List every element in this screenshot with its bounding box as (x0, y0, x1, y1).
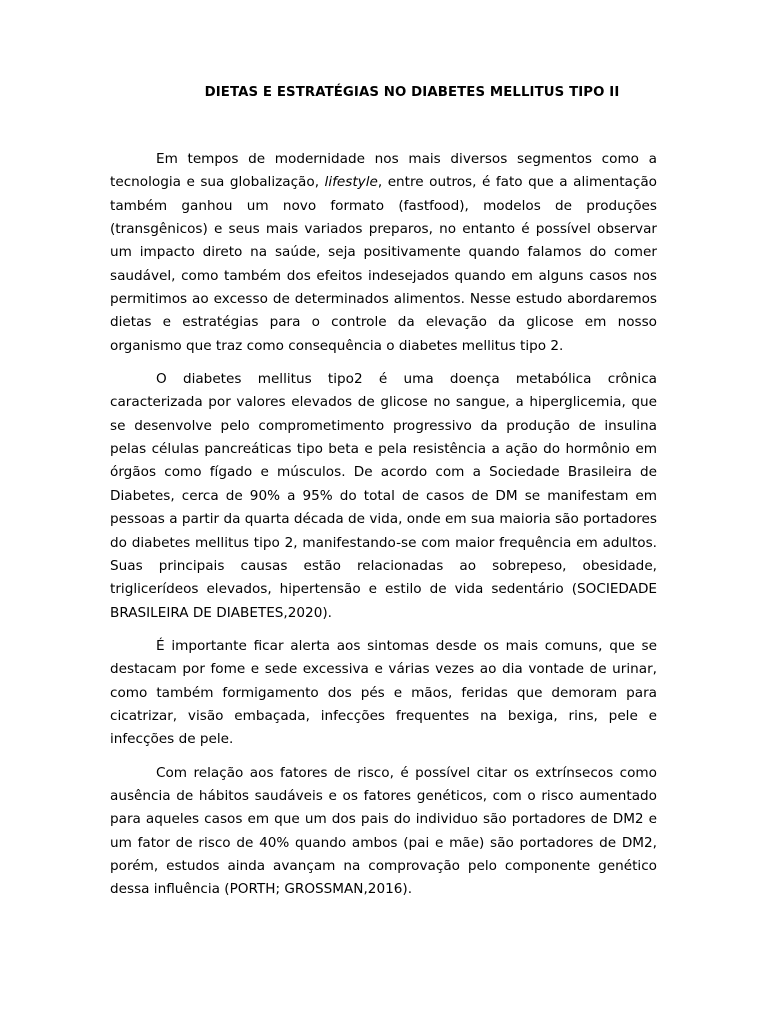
paragraph-introduction-text-end: , entre outros, é fato que a alimentação também ganhou um novo formato (fastfood), modelos de produções (transgênicos) e seus mais variados preparos, no entanto é possível observar um impacto direto na saúde, seja positivamente quando falamos do comer saudável, como também dos efeitos indesejados quando em alguns casos nos permitimos ao excesso de determinados alimentos. Nesse estudo abordaremos dietas e estratégias para o controle da elevação da glicose em nosso organismo que traz como consequência o diabetes mellitus tipo 2. (110, 174, 657, 354)
paragraph-introduction (110, 148, 657, 358)
paragraph-definition: O diabetes mellitus tipo2 é uma doença metabólica crônica caracterizada por valores elevados de glicose no sangue, a hiperglicemia, que se desenvolve pelo comprometimento progressivo da produção de insulina pelas células pancreáticas tipo beta e pela resistência a ação do hormônio em órgãos como fígado e músculos. De acordo com a Sociedade Brasileira de Diabetes, cerca de 90% a 95% do total de casos de DM se manifestam em pessoas a partir da quarta década de vida, onde em sua maioria são portadores do diabetes mellitus tipo 2, manifestando-se com maior frequência em adultos. Suas principais causas estão relacionadas ao sobrepeso, obesidade, triglicerídeos elevados, hipertensão e estilo de vida sedentário (SOCIEDADE BRASILEIRA DE DIABETES,2020). (110, 371, 657, 621)
paragraph-risk-factors: Com relação aos fatores de risco, é possível citar os extrínsecos como ausência de hábitos saudáveis e os fatores genéticos, com o risco aumentado para aqueles casos em que um dos pais do individuo são portadores de DM2 e um fator de risco de 40% quando ambos (pai e mãe) são portadores de DM2, porém, estudos ainda avançam na comprovação pelo componente genético dessa influência (PORTH; GROSSMAN,2016). (110, 764, 657, 898)
document-body (110, 148, 657, 912)
lifestyle-emphasis: lifestyle (324, 174, 378, 191)
document-title: DIETAS E ESTRATÉGIAS NO DIABETES MELLITUS TIPO II (204, 85, 620, 100)
paragraph-introduction-text-start: Em tempos de modernidade nos mais diversos segmentos como a tecnologia e sua globalização, (110, 151, 657, 191)
paragraph-symptoms: É importante ficar alerta aos sintomas desde os mais comuns, que se destacam por fome e sede excessiva e várias vezes ao dia vontade de urinar, como também formigamento dos pés e mãos, feridas que demoram para cicatrizar, visão embaçada, infecções frequentes na bexiga, rins, pele e infecções de pele. (110, 637, 657, 748)
